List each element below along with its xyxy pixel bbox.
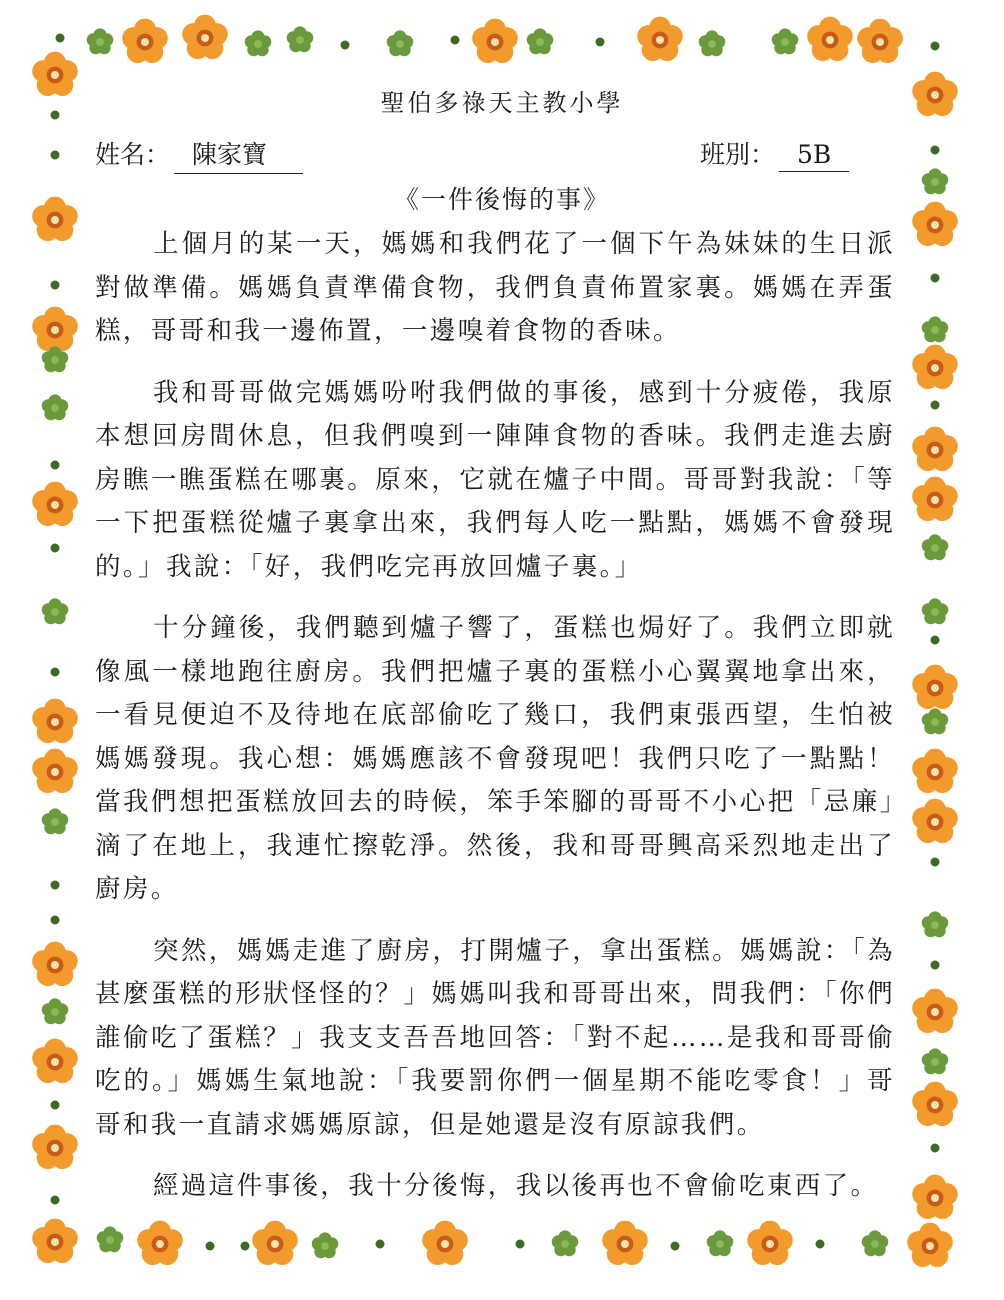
green-flower-icon — [42, 394, 69, 420]
green-flower-icon — [862, 1230, 889, 1256]
green-flower-icon — [922, 1048, 949, 1074]
orange-flower-icon — [32, 749, 78, 793]
green-flower-icon — [922, 911, 949, 937]
paragraph-1: 上個月的某一天，媽媽和我們花了一個下午為妹妹的生日派對做準備。媽媽負責準備食物，我們負責佈置家裏。媽媽在弄蛋糕，哥哥和我一邊佈置，一邊嗅着食物的香味。 — [95, 229, 895, 346]
green-flower-icon — [245, 30, 272, 56]
orange-flower-icon — [252, 1221, 298, 1265]
dot-icon — [206, 1242, 215, 1251]
orange-flower-icon — [637, 17, 683, 61]
orange-flower-icon — [912, 665, 958, 709]
orange-flower-icon — [912, 799, 958, 843]
orange-flower-icon — [32, 482, 78, 526]
essay-title: 《一件後悔的事》 — [393, 185, 610, 214]
green-flower-icon — [387, 30, 414, 56]
green-flower-icon — [707, 1230, 734, 1256]
dot-icon — [51, 461, 60, 470]
dot-icon — [341, 41, 350, 50]
orange-flower-icon — [32, 1125, 78, 1169]
name-value: 陳家寶 — [174, 135, 303, 174]
dot-icon — [51, 916, 60, 925]
orange-flower-icon — [32, 307, 78, 351]
dot-icon — [51, 281, 60, 290]
dot-icon — [51, 151, 60, 160]
dot-icon — [931, 274, 940, 283]
dot-icon — [931, 961, 940, 970]
orange-flower-icon — [912, 1082, 958, 1126]
dot-icon — [51, 1196, 60, 1205]
orange-flower-icon — [912, 989, 958, 1033]
paragraph-5: 經過這件事後，我十分後悔，我以後再也不會偷吃東西了。 — [153, 1171, 879, 1201]
green-flower-icon — [527, 28, 554, 54]
dot-icon — [816, 1240, 825, 1249]
class-field — [700, 135, 849, 172]
green-flower-icon — [287, 26, 314, 52]
dot-icon — [51, 881, 60, 890]
orange-flower-icon — [32, 1219, 78, 1263]
green-flower-icon — [922, 708, 949, 734]
green-flower-icon — [922, 534, 949, 560]
name-label: 姓名： — [95, 140, 171, 169]
essay-body — [95, 223, 895, 1227]
orange-flower-icon — [912, 477, 958, 521]
green-flower-icon — [922, 598, 949, 624]
green-flower-icon — [312, 1232, 339, 1258]
class-label: 班別： — [700, 140, 776, 169]
orange-flower-icon — [747, 1221, 793, 1265]
orange-flower-icon — [122, 19, 168, 63]
orange-flower-icon — [907, 1223, 953, 1267]
dot-icon — [56, 34, 65, 43]
green-flower-icon — [772, 28, 799, 54]
green-flower-icon — [87, 28, 114, 54]
dot-icon — [931, 858, 940, 867]
paragraph-2: 我和哥哥做完媽媽吩咐我們做的事後，感到十分疲倦，我原本想回房間休息，但我們嗅到一陣陣食物的香味。我們走進去廚房瞧一瞧蛋糕在哪裏。原來，它就在爐子中間。哥哥對我說：「等一下把蛋糕從爐子裏拿出來，我們每人吃一點點，媽媽不會發現的。」我說：「好，我們吃完再放回爐子裏。」 — [95, 377, 895, 582]
green-flower-icon — [552, 1230, 579, 1256]
green-flower-icon — [699, 30, 726, 56]
student-name-field — [95, 135, 303, 174]
orange-flower-icon — [912, 427, 958, 471]
orange-flower-icon — [182, 15, 228, 59]
dot-icon — [931, 42, 940, 51]
green-flower-icon — [922, 316, 949, 342]
dot-icon — [51, 544, 60, 553]
paragraph-4: 突然，媽媽走進了廚房，打開爐子，拿出蛋糕。媽媽說：「為甚麼蛋糕的形狀怪怪的？」媽媽叫我和哥哥出來，問我們：「你們誰偷吃了蛋糕？」我支支吾吾地回答：「對不起……是我和哥哥偷吃的。」媽媽生氣地說：「我要罰你們一個星期不能吃零食！」哥哥和我一直請求媽媽原諒，但是她還是沒有原諒我們。 — [95, 935, 895, 1140]
dot-icon — [376, 1240, 385, 1249]
dot-icon — [931, 146, 940, 155]
orange-flower-icon — [422, 1221, 468, 1265]
orange-flower-icon — [472, 19, 518, 63]
orange-flower-icon — [807, 17, 853, 61]
orange-flower-icon — [857, 19, 903, 63]
green-flower-icon — [42, 598, 69, 624]
orange-flower-icon — [912, 749, 958, 793]
green-flower-icon — [97, 1226, 124, 1252]
dot-icon — [931, 401, 940, 410]
dot-icon — [671, 1242, 680, 1251]
dot-icon — [931, 636, 940, 645]
orange-flower-icon — [32, 699, 78, 743]
school-name: 聖伯多祿天主教小學 — [380, 89, 624, 117]
dot-icon — [596, 38, 605, 47]
dot-icon — [931, 1144, 940, 1153]
dot-icon — [51, 1101, 60, 1110]
orange-flower-icon — [912, 345, 958, 389]
paragraph-3: 十分鐘後，我們聽到爐子響了，蛋糕也焗好了。我們立即就像風一樣地跑往廚房。我們把爐子裏的蛋糕小心翼翼地拿出來，一看見便迫不及待地在底部偷吃了幾口，我們東張西望，生怕被媽媽發現。我心想：媽媽應該不會發現吧！我們只吃了一點點！當我們想把蛋糕放回去的時候，笨手笨腳的哥哥不小心把「忌廉」滴了在地上，我連忙擦乾淨。然後，我和哥哥興高采烈地走出了廚房。 — [95, 613, 895, 904]
green-flower-icon — [42, 998, 69, 1024]
orange-flower-icon — [32, 942, 78, 986]
dot-icon — [51, 668, 60, 677]
dot-icon — [516, 1240, 525, 1249]
orange-flower-icon — [137, 1221, 183, 1265]
orange-flower-icon — [602, 1221, 648, 1265]
dot-icon — [241, 1242, 250, 1251]
orange-flower-icon — [912, 1175, 958, 1219]
green-flower-icon — [42, 808, 69, 834]
dot-icon — [451, 36, 460, 45]
class-value: 5B — [779, 140, 849, 172]
orange-flower-icon — [32, 1039, 78, 1083]
